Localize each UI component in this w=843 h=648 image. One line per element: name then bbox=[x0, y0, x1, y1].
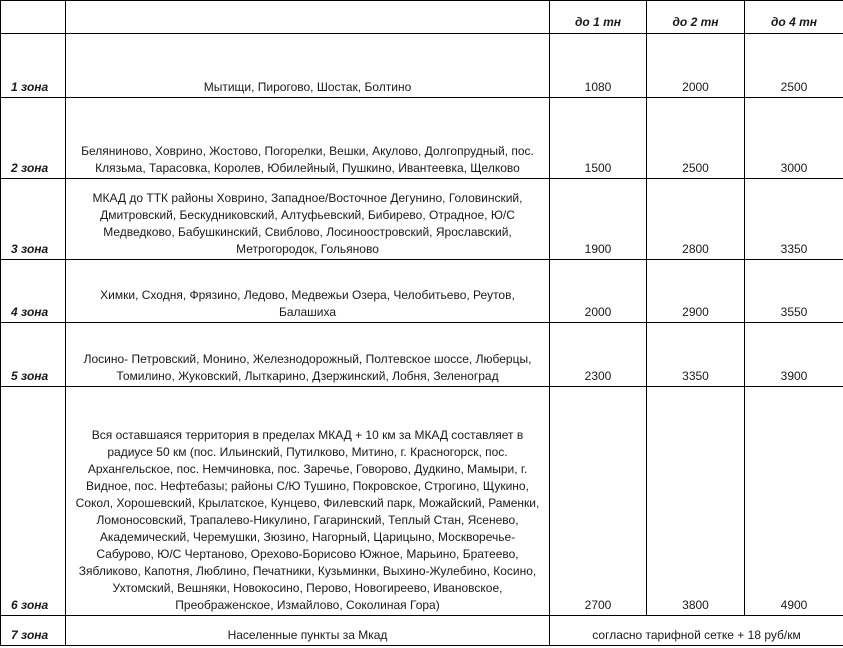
zone-label: 1 зона bbox=[1, 34, 66, 98]
zone-areas: Лосино- Петровский, Монино, Железнодорожный, Полтевское шоссе, Люберцы, Томилино, Жуковский, Лыткарино, Дзержинский, Лобня, Зеленоград bbox=[66, 323, 550, 387]
header-areas bbox=[66, 1, 550, 34]
header-1t: до 1 тн bbox=[550, 1, 647, 34]
price-4t: 2500 bbox=[745, 34, 843, 98]
price-4t: 3900 bbox=[745, 323, 843, 387]
tariff-note: согласно тарифной сетке + 18 руб/км bbox=[550, 616, 843, 646]
price-2t: 3350 bbox=[647, 323, 745, 387]
table-row bbox=[1, 179, 843, 260]
zone-label: 6 зона bbox=[1, 387, 66, 616]
price-2t: 3800 bbox=[647, 387, 745, 616]
table-row bbox=[1, 616, 843, 646]
zone-label: 3 зона bbox=[1, 179, 66, 260]
zone-areas: Мытищи, Пирогово, Шостак, Болтино bbox=[66, 34, 550, 98]
price-2t: 2800 bbox=[647, 179, 745, 260]
price-2t: 2500 bbox=[647, 98, 745, 179]
table-row bbox=[1, 98, 843, 179]
header-2t: до 2 тн bbox=[647, 1, 745, 34]
zone-areas: МКАД до ТТК районы Ховрино, Западное/Восточное Дегунино, Головинский, Дмитровский, Бескудниковский, Алтуфьевский, Бибирево, Отрадное, Ю/С Медведково, Бабушкинский, Свиблово, Лосиноостровский, Ярославский, Метрогородок, Гольяново bbox=[66, 179, 550, 260]
price-1t: 2300 bbox=[550, 323, 647, 387]
zone-label: 2 зона bbox=[1, 98, 66, 179]
zone-label: 5 зона bbox=[1, 323, 66, 387]
zone-label: 7 зона bbox=[1, 616, 66, 646]
zone-areas: Населенные пункты за Мкад bbox=[66, 616, 550, 646]
zone-label: 4 зона bbox=[1, 260, 66, 323]
table-row bbox=[1, 34, 843, 98]
price-1t: 2700 bbox=[550, 387, 647, 616]
zone-areas: Химки, Сходня, Фрязино, Ледово, Медвежьи Озера, Челобитьево, Реутов, Балашиха bbox=[66, 260, 550, 323]
price-4t: 3350 bbox=[745, 179, 843, 260]
header-4t: до 4 тн bbox=[745, 1, 843, 34]
price-2t: 2000 bbox=[647, 34, 745, 98]
zone-areas: Вся оставшаяся территория в пределах МКАД + 10 км за МКАД составляет в радиусе 50 км (пос. Ильинский, Путилково, Митино, г. Красногорск, пос. Архангельское, пос. Немчиновка, пос. Заречье, Говорово, Дудкино, Мамыри, г. Видное, пос. Нефтебазы; районы С/Ю Тушино, Покровское, Строгино, Щукино, Сокол, Хорошевский, Крылатское, Кунцево, Филевский парк, Можайский, Раменки, Ломоносовский, Трапалево-Никулино, Гагаринский, Теплый Стан, Ясенево, Академический, Черемушки, Зюзино, Нагорный, Царицыно, Москворечье-Сабурово, Ю/С Чертаново, Орехово-Борисово Южное, Марьино, Братеево, Зябликово, Капотня, Люблино, Печатники, Кузьминки, Выхино-Жулебино, Косино, Ухтомский, Вешняки, Новокосино, Перово, Новогиреево, Ивановское, Преображенское, Измайлово, Соколиная Гора) bbox=[66, 387, 550, 616]
table-row bbox=[1, 260, 843, 323]
header-zone bbox=[1, 1, 66, 34]
price-4t: 4900 bbox=[745, 387, 843, 616]
price-4t: 3000 bbox=[745, 98, 843, 179]
price-1t: 1500 bbox=[550, 98, 647, 179]
price-1t: 1900 bbox=[550, 179, 647, 260]
price-2t: 2900 bbox=[647, 260, 745, 323]
zone-areas: Беляниново, Ховрино, Жостово, Погорелки, Вешки, Акулово, Долгопрудный, пос. Клязьма, Тарасовка, Королев, Юбилейный, Пушкино, Ивантеевка, Щелково bbox=[66, 98, 550, 179]
price-4t: 3550 bbox=[745, 260, 843, 323]
table-row bbox=[1, 323, 843, 387]
price-1t: 2000 bbox=[550, 260, 647, 323]
table-row bbox=[1, 387, 843, 616]
price-1t: 1080 bbox=[550, 34, 647, 98]
table-header-row bbox=[1, 1, 843, 34]
